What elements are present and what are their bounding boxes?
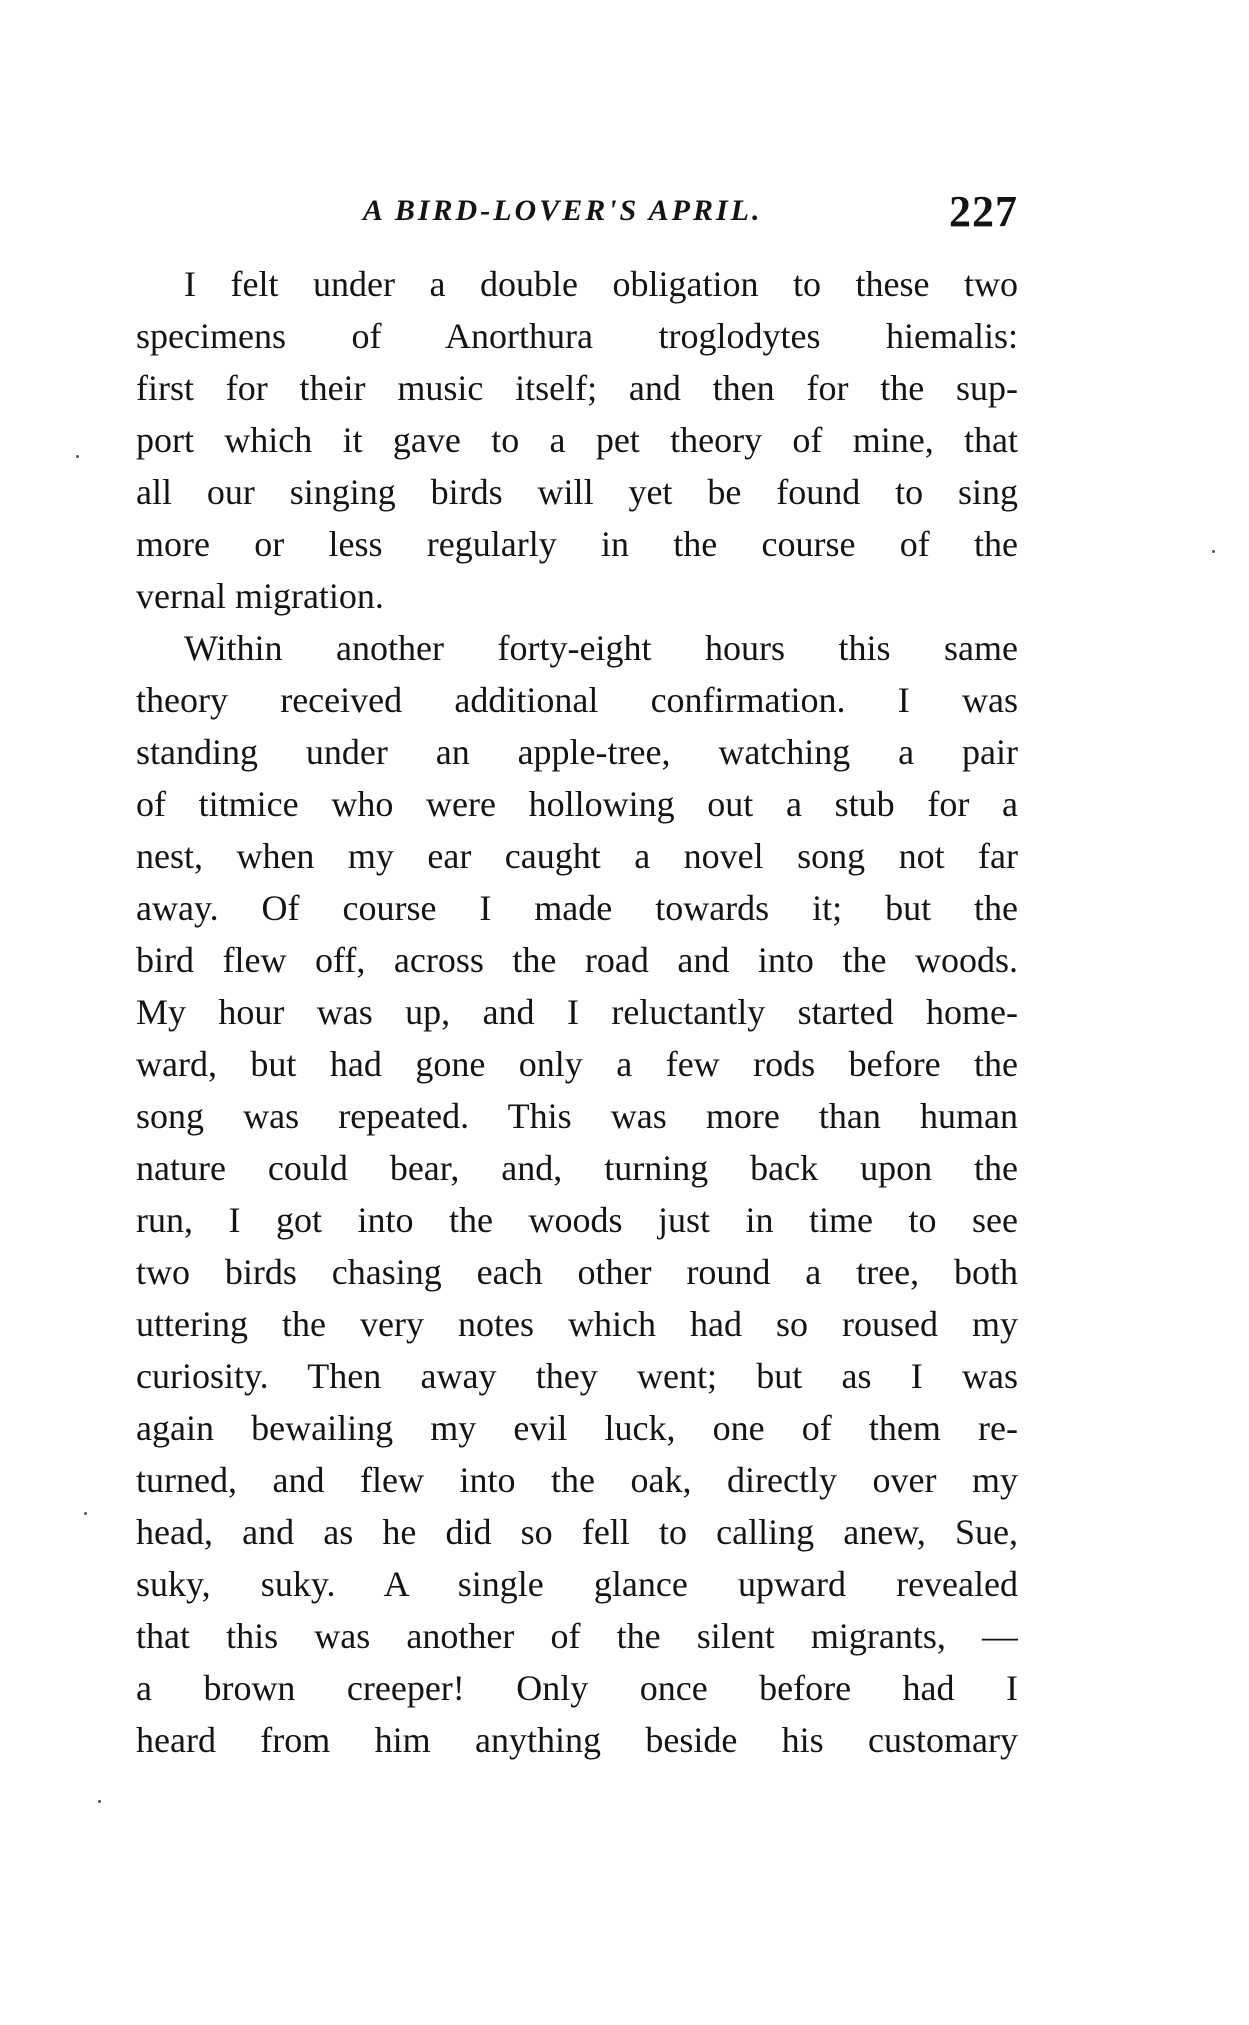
text-line: theory received additional confirmation. I was <box>136 680 1018 720</box>
text-line: that this was another of the silent migrants, — <box>136 1616 1018 1656</box>
text-line: uttering the very notes which had so roused my <box>136 1304 1018 1344</box>
text-line: My hour was up, and I reluctantly started home- <box>136 992 1018 1032</box>
text-line: bird flew off, across the road and into the woods. <box>136 940 1018 980</box>
text-line: curiosity. Then away they went; but as I was <box>136 1356 1018 1396</box>
text-line: of titmice who were hollowing out a stub for a <box>136 784 1018 824</box>
text-line: nest, when my ear caught a novel song not far <box>136 836 1018 876</box>
running-title: A BIRD-LOVER'S APRIL. <box>363 194 763 227</box>
text-line: first for their music itself; and then for the sup- <box>136 368 1018 408</box>
text-line: two birds chasing each other round a tree, both <box>136 1252 1018 1292</box>
text-line: port which it gave to a pet theory of mine, that <box>136 420 1018 460</box>
text-line: Within another forty-eight hours this same <box>184 628 1018 668</box>
text-line: vernal migration. <box>136 576 384 616</box>
text-line: ward, but had gone only a few rods before the <box>136 1044 1018 1084</box>
text-line: turned, and flew into the oak, directly over my <box>136 1460 1018 1500</box>
text-line: all our singing birds will yet be found to sing <box>136 472 1018 512</box>
text-line: suky, suky. A single glance upward revealed <box>136 1564 1018 1604</box>
body-text <box>136 258 1018 1766</box>
text-line: heard from him anything beside his customary <box>136 1720 1018 1760</box>
text-line: head, and as he did so fell to calling anew, Sue, <box>136 1512 1018 1552</box>
text-line: nature could bear, and, turning back upon the <box>136 1148 1018 1188</box>
page-header <box>136 186 1018 240</box>
text-line: I felt under a double obligation to these two <box>184 264 1018 304</box>
text-line: specimens of Anorthura troglodytes hiemalis: <box>136 316 1018 356</box>
text-line: run, I got into the woods just in time to see <box>136 1200 1018 1240</box>
scan-speck <box>84 1512 87 1515</box>
text-line: again bewailing my evil luck, one of them re- <box>136 1408 1018 1448</box>
text-line: standing under an apple-tree, watching a pair <box>136 732 1018 772</box>
scan-speck <box>1212 550 1215 553</box>
text-line: away. Of course I made towards it; but the <box>136 888 1018 928</box>
text-line: a brown creeper! Only once before had I <box>136 1668 1018 1708</box>
text-line: song was repeated. This was more than human <box>136 1096 1018 1136</box>
text-line: more or less regularly in the course of the <box>136 524 1018 564</box>
scan-speck <box>98 1800 101 1803</box>
scan-speck <box>76 455 79 458</box>
page-number: 227 <box>949 187 1018 236</box>
